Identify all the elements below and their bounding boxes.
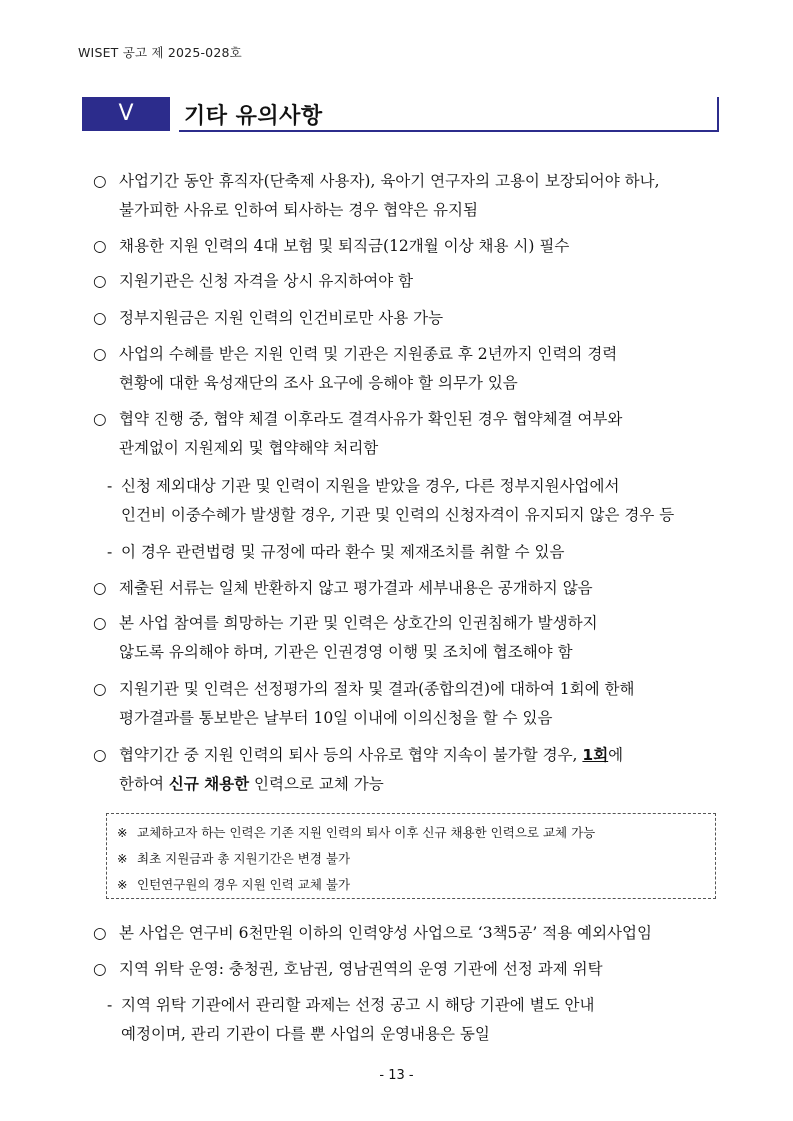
note-mark: ※ [117, 851, 128, 866]
emphasis-once: 1회 [582, 746, 609, 764]
circle-bullet: ○ [93, 960, 107, 978]
note-line: ※ 교체하고자 하는 인력은 기존 지원 인력의 퇴사 이후 신규 채용한 인력으로 교체 가능 [117, 820, 715, 846]
list-item: ○ 본 사업은 연구비 6천만원 이하의 인력양성 사업으로 ‘3책5공’ 적용 예외사업임 [93, 919, 725, 948]
list-item-replacement: ○ 협약기간 중 지원 인력의 퇴사 등의 사유로 협약 지속이 불가할 경우, 1회에 한하여 신규 채용한 인력으로 교체 가능 [93, 741, 725, 799]
list-item: ○ 지역 위탁 운영: 충청권, 호남권, 영남권역의 운영 기관에 선정 과제 위탁 [93, 955, 725, 984]
sub-item: - 이 경우 관련법령 및 규정에 따라 환수 및 제재조치를 취할 수 있음 [107, 538, 727, 567]
circle-bullet: ○ [93, 924, 107, 942]
list-item: ○ 지원기관은 신청 자격을 상시 유지하여야 함 [93, 267, 725, 296]
list-item: ○ 본 사업 참여를 희망하는 기관 및 인력은 상호간의 인권침해가 발생하지 않도록 유의해야 하며, 기관은 인권경영 이행 및 조치에 협조해야 함 [93, 609, 725, 667]
note-line: ※ 최초 지원금과 총 지원기간은 변경 불가 [117, 846, 715, 872]
circle-bullet: ○ [93, 579, 107, 597]
list-item: ○ 지원기관 및 인력은 선정평가의 절차 및 결과(종합의견)에 대하여 1회에 한해 평가결과를 통보받은 날부터 10일 이내에 이의신청을 할 수 있음 [93, 675, 725, 733]
section-number-badge: Ⅴ [82, 97, 170, 131]
circle-bullet: ○ [93, 172, 107, 190]
circle-bullet: ○ [93, 272, 107, 290]
list-item: ○ 사업의 수혜를 받은 지원 인력 및 기관은 지원종료 후 2년까지 인력의 경력 현황에 대한 육성재단의 조사 요구에 응해야 할 의무가 있음 [93, 340, 725, 398]
sub-item: - 신청 제외대상 기관 및 인력이 지원을 받았을 경우, 다른 정부지원사업에서 인건비 이중수혜가 발생할 경우, 기관 및 인력의 신청자격이 유지되지 않은 경우 등 [107, 472, 727, 530]
emphasis-new-hire: 신규 채용한 [168, 775, 250, 793]
section-title-frame [179, 97, 719, 132]
list-item: ○ 채용한 지원 인력의 4대 보험 및 퇴직금(12개월 이상 채용 시) 필수 [93, 232, 725, 261]
note-mark: ※ [117, 877, 128, 892]
circle-bullet: ○ [93, 680, 107, 698]
sub-item: - 지역 위탁 기관에서 관리할 과제는 선정 공고 시 해당 기관에 별도 안내 예정이며, 관리 기관이 다를 뿐 사업의 운영내용은 동일 [107, 991, 727, 1049]
circle-bullet: ○ [93, 309, 107, 327]
circle-bullet: ○ [93, 410, 107, 428]
list-item: ○ 사업기간 동안 휴직자(단축제 사용자), 육아기 연구자의 고용이 보장되어야 하나, 불가피한 사유로 인하여 퇴사하는 경우 협약은 유지됨 [93, 167, 725, 225]
dash-bullet: - [107, 477, 113, 495]
dash-bullet: - [107, 996, 113, 1014]
circle-bullet: ○ [93, 237, 107, 255]
dash-bullet: - [107, 543, 113, 561]
page-number: - 13 - [379, 1068, 414, 1083]
circle-bullet: ○ [93, 746, 107, 764]
circle-bullet: ○ [93, 345, 107, 363]
circle-bullet: ○ [93, 614, 107, 632]
section-header [82, 97, 722, 135]
note-mark: ※ [117, 825, 128, 840]
section-title: 기타 유의사항 [184, 104, 323, 129]
list-item: ○ 협약 진행 중, 협약 체결 이후라도 결격사유가 확인된 경우 협약체결 여부와 관계없이 지원제외 및 협약해약 처리함 [93, 405, 725, 463]
document-number: WISET 공고 제 2025-028호 [78, 45, 242, 60]
note-box [106, 813, 716, 899]
list-item: ○ 제출된 서류는 일체 반환하지 않고 평가결과 세부내용은 공개하지 않음 [93, 574, 725, 603]
list-item: ○ 정부지원금은 지원 인력의 인건비로만 사용 가능 [93, 304, 725, 333]
note-line: ※ 인턴연구원의 경우 지원 인력 교체 불가 [117, 872, 715, 898]
